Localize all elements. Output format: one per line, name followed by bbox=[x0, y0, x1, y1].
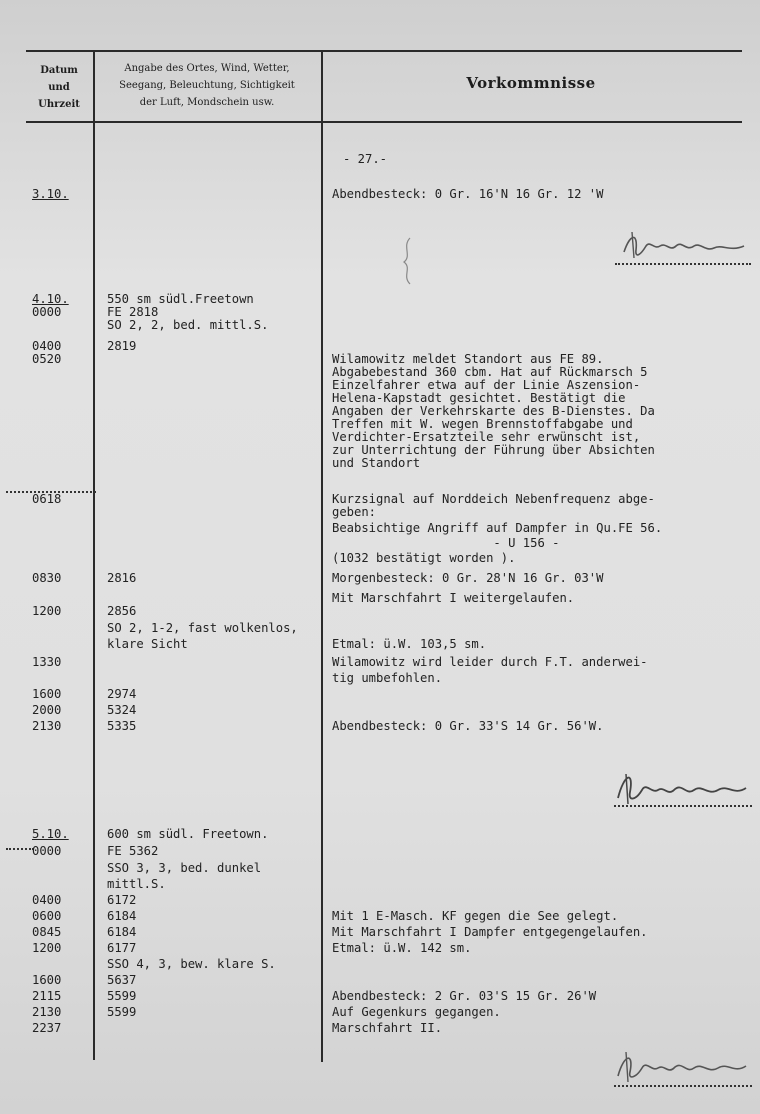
entry-vorkommnis: Treffen mit W. wegen Brennstoffabgabe und bbox=[332, 417, 633, 431]
entry-ort: 2856 bbox=[107, 604, 137, 618]
entry-datum: 5.10. bbox=[32, 827, 69, 841]
entry-datum: 2130 bbox=[32, 1005, 62, 1019]
entry-vorkommnis: Verdichter-Ersatzteile sehr erwünscht ist, bbox=[332, 430, 641, 444]
entry-datum: 2130 bbox=[32, 719, 62, 733]
entry-ort: 6172 bbox=[107, 893, 137, 907]
entry-datum: 1330 bbox=[32, 655, 62, 669]
signature-3 bbox=[612, 1048, 750, 1086]
header-ort-line: der Luft, Mondschein usw. bbox=[139, 97, 275, 108]
entry-datum: 2000 bbox=[32, 703, 62, 717]
entry-ort: FE 2818 bbox=[107, 305, 159, 319]
entry-datum: 0845 bbox=[32, 925, 62, 939]
bracket-mark bbox=[398, 236, 418, 286]
entry-datum: 0830 bbox=[32, 571, 62, 585]
entry-datum: 0400 bbox=[32, 339, 62, 353]
header-ort bbox=[96, 60, 318, 111]
entry-datum: 1200 bbox=[32, 941, 62, 955]
entry-ort: FE 5362 bbox=[107, 844, 159, 858]
entry-datum: 1200 bbox=[32, 604, 62, 618]
entry-ort: 5335 bbox=[107, 719, 137, 733]
entry-vorkommnis: Abgabebestand 360 cbm. Hat auf Rückmarsch 5 bbox=[332, 365, 648, 379]
entry-vorkommnis: Helena-Kapstadt gesichtet. Bestätigt die bbox=[332, 391, 626, 405]
header-datum-line: Uhrzeit bbox=[38, 99, 80, 110]
entry-datum: 0600 bbox=[32, 909, 62, 923]
header-ort-line: Seegang, Beleuchtung, Sichtigkeit bbox=[119, 80, 295, 91]
entry-vorkommnis: Marschfahrt II. bbox=[332, 1021, 443, 1035]
entry-datum: 4.10. bbox=[32, 292, 69, 306]
entry-vorkommnis: geben: bbox=[332, 505, 377, 519]
entry-vorkommnis: Abendbesteck: 0 Gr. 16'N 16 Gr. 12 'W bbox=[332, 187, 604, 201]
column-divider-2 bbox=[321, 50, 323, 1062]
entry-vorkommnis: - U 156 - bbox=[332, 536, 560, 550]
entry-ort: SSO 4, 3, bew. klare S. bbox=[107, 957, 276, 971]
entry-datum: 0400 bbox=[32, 893, 62, 907]
entry-datum: 2115 bbox=[32, 989, 62, 1003]
entry-ort: 2816 bbox=[107, 571, 137, 585]
entry-ort: 5637 bbox=[107, 973, 137, 987]
entry-ort: mittl.S. bbox=[107, 877, 166, 891]
header-vorkommnisse: Vorkommnisse bbox=[466, 74, 596, 92]
entry-vorkommnis: Mit Marschfahrt I Dampfer entgegengelaufen. bbox=[332, 925, 648, 939]
signature-1 bbox=[620, 228, 750, 264]
entry-ort: 5599 bbox=[107, 1005, 137, 1019]
entry-vorkommnis: Abendbesteck: 0 Gr. 33'S 14 Gr. 56'W. bbox=[332, 719, 604, 733]
entry-ort: SO 2, 1-2, fast wolkenlos, bbox=[107, 621, 298, 635]
header-datum-line: Datum bbox=[40, 65, 78, 76]
entry-vorkommnis: und Standort bbox=[332, 456, 421, 470]
entry-ort: 550 sm südl.Freetown bbox=[107, 292, 254, 306]
entry-datum: 2237 bbox=[32, 1021, 62, 1035]
entry-datum: 0000 bbox=[32, 305, 62, 319]
header-datum bbox=[28, 62, 90, 113]
entry-datum: 0000 bbox=[32, 844, 62, 858]
entry-vorkommnis: tig umbefohlen. bbox=[332, 671, 443, 685]
entry-ort: SSO 3, 3, bed. dunkel bbox=[107, 861, 262, 875]
entry-vorkommnis: Mit 1 E-Masch. KF gegen die See gelegt. bbox=[332, 909, 619, 923]
header-ort-line: Angabe des Ortes, Wind, Wetter, bbox=[124, 63, 290, 74]
entry-vorkommnis: Abendbesteck: 2 Gr. 03'S 15 Gr. 26'W bbox=[332, 989, 597, 1003]
header-top-rule bbox=[26, 50, 742, 52]
entry-ort: 6184 bbox=[107, 909, 137, 923]
header-datum-line: und bbox=[48, 82, 70, 93]
entry-datum: 0520 bbox=[32, 352, 62, 366]
entry-vorkommnis: Angaben der Verkehrskarte des B-Dienstes. Da bbox=[332, 404, 655, 418]
entry-ort: 5324 bbox=[107, 703, 137, 717]
page-number: - 27.- bbox=[343, 152, 388, 166]
entry-datum: 0618 bbox=[32, 492, 62, 506]
entry-vorkommnis: Wilamowitz wird leider durch F.T. anderwei- bbox=[332, 655, 648, 669]
signature-2 bbox=[612, 768, 750, 808]
entry-vorkommnis: zur Unterrichtung der Führung über Absichten bbox=[332, 443, 655, 457]
entry-ort: 6177 bbox=[107, 941, 137, 955]
entry-vorkommnis: Morgenbesteck: 0 Gr. 28'N 16 Gr. 03'W bbox=[332, 571, 604, 585]
entry-vorkommnis: Kurzsignal auf Norddeich Nebenfrequenz abge- bbox=[332, 492, 655, 506]
entry-vorkommnis: Beabsichtige Angriff auf Dampfer in Qu.FE 56. bbox=[332, 521, 663, 535]
entry-ort: 5599 bbox=[107, 989, 137, 1003]
entry-vorkommnis: Auf Gegenkurs gegangen. bbox=[332, 1005, 501, 1019]
dotted-mark bbox=[6, 848, 34, 850]
column-divider-1 bbox=[93, 50, 95, 1060]
entry-ort: 2974 bbox=[107, 687, 137, 701]
header-bottom-rule bbox=[26, 121, 742, 123]
entry-ort: 6184 bbox=[107, 925, 137, 939]
entry-datum: 3.10. bbox=[32, 187, 69, 201]
entry-vorkommnis: Etmal: ü.W. 103,5 sm. bbox=[332, 637, 487, 651]
entry-datum: 1600 bbox=[32, 687, 62, 701]
entry-ort: klare Sicht bbox=[107, 637, 188, 651]
entry-ort: 600 sm südl. Freetown. bbox=[107, 827, 269, 841]
entry-ort: 2819 bbox=[107, 339, 137, 353]
entry-vorkommnis: (1032 bestätigt worden ). bbox=[332, 551, 516, 565]
entry-datum: 1600 bbox=[32, 973, 62, 987]
entry-vorkommnis: Mit Marschfahrt I weitergelaufen. bbox=[332, 591, 575, 605]
entry-vorkommnis: Einzelfahrer etwa auf der Linie Aszension- bbox=[332, 378, 641, 392]
entry-vorkommnis: Etmal: ü.W. 142 sm. bbox=[332, 941, 472, 955]
entry-ort: SO 2, 2, bed. mittl.S. bbox=[107, 318, 269, 332]
entry-vorkommnis: Wilamowitz meldet Standort aus FE 89. bbox=[332, 352, 604, 366]
